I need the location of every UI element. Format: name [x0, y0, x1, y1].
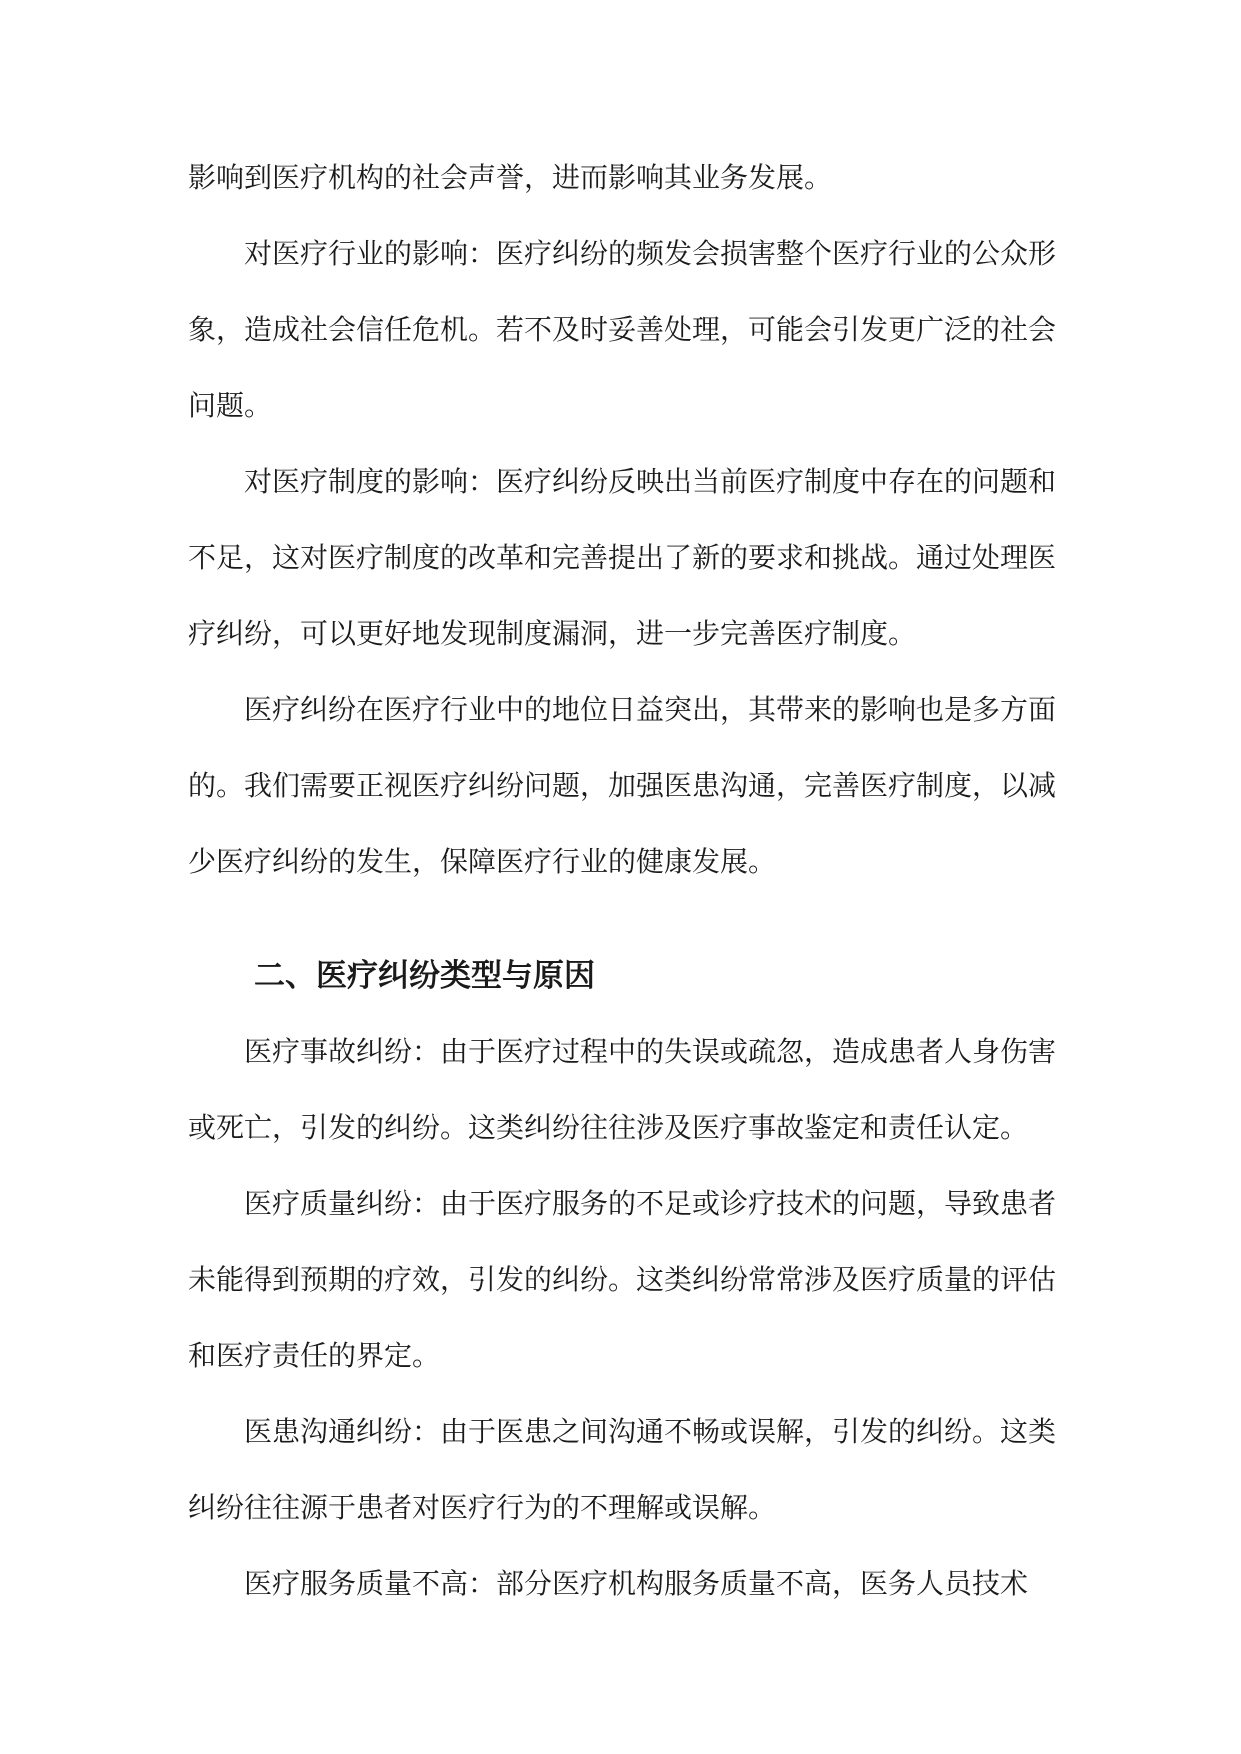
- paragraph-service-quality: 医疗服务质量不高：部分医疗机构服务质量不高，医务人员技术: [244, 1567, 1029, 1600]
- paragraph-industry-impact: 对医疗行业的影响：医疗纠纷的频发会损害整个医疗行业的公众形象，造成社会信任危机。若不及时妥善处理，可能会引发更广泛的社会问题。: [188, 237, 1057, 422]
- paragraph-quality-dispute: 医疗质量纠纷：由于医疗服务的不足或诊疗技术的问题，导致患者未能得到预期的疗效，引发的纠纷。这类纠纷常常涉及医疗质量的评估和医疗责任的界定。: [188, 1187, 1057, 1372]
- paragraph-system-impact: 对医疗制度的影响：医疗纠纷反映出当前医疗制度中存在的问题和不足，这对医疗制度的改革和完善提出了新的要求和挑战。通过处理医疗纠纷，可以更好地发现制度漏洞，进一步完善医疗制度。: [188, 465, 1057, 650]
- paragraph-communication-dispute: 医患沟通纠纷：由于医患之间沟通不畅或误解，引发的纠纷。这类纠纷往往源于患者对医疗行为的不理解或误解。: [188, 1415, 1057, 1524]
- paragraph-continuation: 影响到医疗机构的社会声誉，进而影响其业务发展。: [188, 161, 833, 194]
- document-page: [188, 140, 1056, 1622]
- paragraph-summary: 医疗纠纷在医疗行业中的地位日益突出，其带来的影响也是多方面的。我们需要正视医疗纠纷问题，加强医患沟通，完善医疗制度，以减少医疗纠纷的发生，保障医疗行业的健康发展。: [188, 693, 1057, 878]
- section-heading: 二、医疗纠纷类型与原因: [254, 958, 595, 994]
- paragraph-accident-dispute: 医疗事故纠纷：由于医疗过程中的失误或疏忽，造成患者人身伤害或死亡，引发的纠纷。这类纠纷往往涉及医疗事故鉴定和责任认定。: [188, 1035, 1057, 1144]
